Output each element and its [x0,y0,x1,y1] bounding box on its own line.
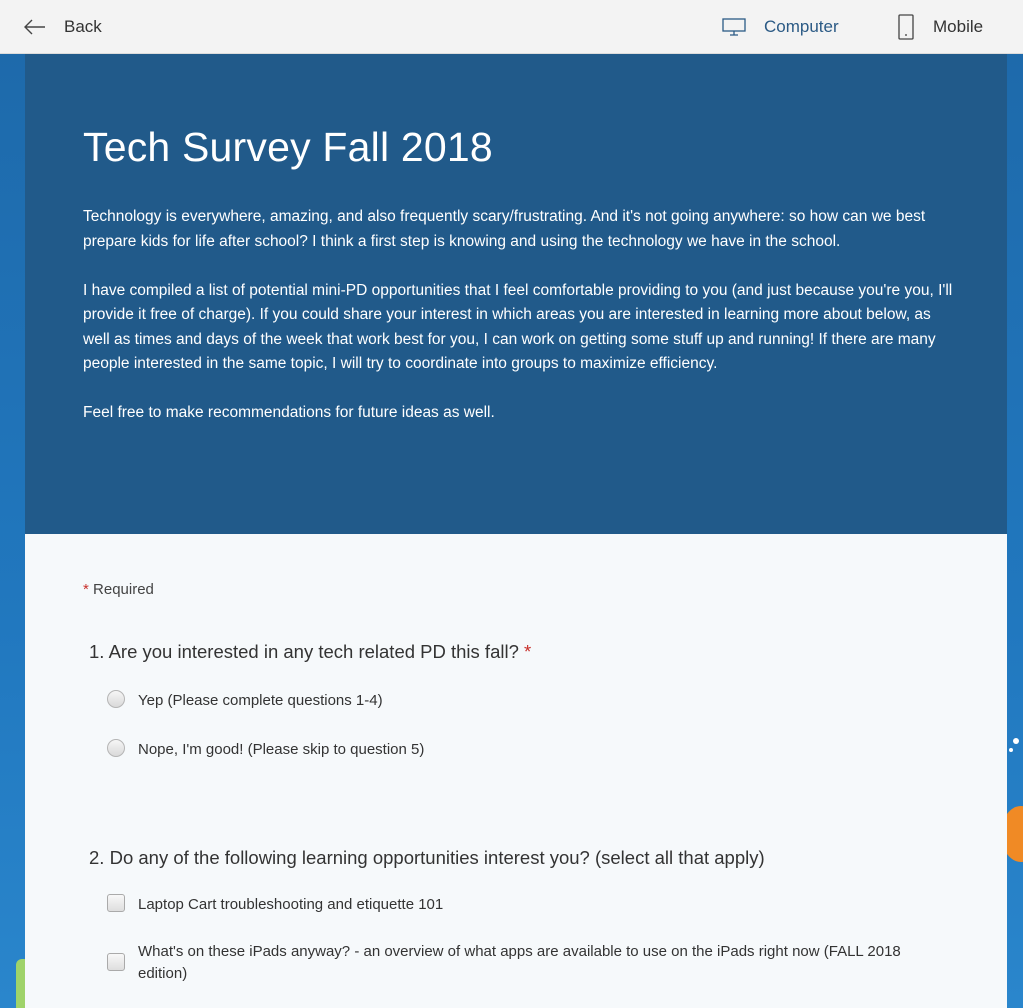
option-label: Yep (Please complete questions 1-4) [138,692,383,709]
radio-button[interactable] [107,690,125,708]
radio-option-yep[interactable] [107,690,383,712]
computer-label: Computer [764,17,839,36]
computer-view-button[interactable] [722,14,839,40]
checkbox[interactable] [107,894,125,912]
checkbox-option-laptop-cart[interactable] [107,894,443,916]
question-1-title [89,641,531,663]
option-label: What's on these iPads anyway? - an overview of what apps are available to use on the iPads right now (FALL 2018 edition) [138,943,901,982]
description-paragraph: I have compiled a list of potential mini-PD opportunities that I feel comfortable providing to you (and just because you're you, I'll provide it free of charge). If you could share your interest in which areas you are interested in learning more about below, as well as times and days of the week that work best for you, I can work on getting some stuff up and running! If there are many people interested in the same topic, I will try to coordinate into groups to maximize efficiency. [83,281,953,372]
question-number: 2. [89,847,105,868]
description-paragraph: Feel free to make recommendations for future ideas as well. [83,404,495,421]
top-bar [0,0,1023,54]
question-text: Do any of the following learning opportunities interest you? (select all that apply) [109,847,765,868]
required-note [83,581,154,598]
required-note-label: Required [93,581,154,598]
background-decoration [1009,748,1013,752]
checkbox[interactable] [107,953,125,971]
phone-icon [897,14,915,40]
back-button[interactable] [24,14,102,40]
question-2-title [89,847,765,869]
form-header [25,54,1007,534]
monitor-icon [722,18,746,36]
required-star: * [524,641,532,662]
mobile-label: Mobile [933,17,984,36]
back-label: Back [64,17,102,36]
mobile-view-button[interactable] [897,14,983,40]
option-label: Nope, I'm good! (Please skip to question 5) [138,741,425,758]
form-title: Tech Survey Fall 2018 [83,124,493,170]
form-body [25,534,1007,1008]
radio-option-nope[interactable] [107,739,424,761]
option-label: Laptop Cart troubleshooting and etiquette 101 [138,896,444,913]
question-number: 1. [89,641,105,662]
checkbox-option-ipads[interactable] [107,941,907,985]
arrow-left-icon [24,19,46,35]
description-paragraph: Technology is everywhere, amazing, and also frequently scary/frustrating. And it's not going anywhere: so how can we best prepare kids for life after school? I think a first step is knowing and using the technology we have in the school. [83,208,926,250]
form-description [83,205,953,450]
question-text: Are you interested in any tech related PD this fall? [108,641,519,662]
radio-button[interactable] [107,739,125,757]
background-decoration [1013,738,1019,744]
required-star: * [83,581,89,598]
